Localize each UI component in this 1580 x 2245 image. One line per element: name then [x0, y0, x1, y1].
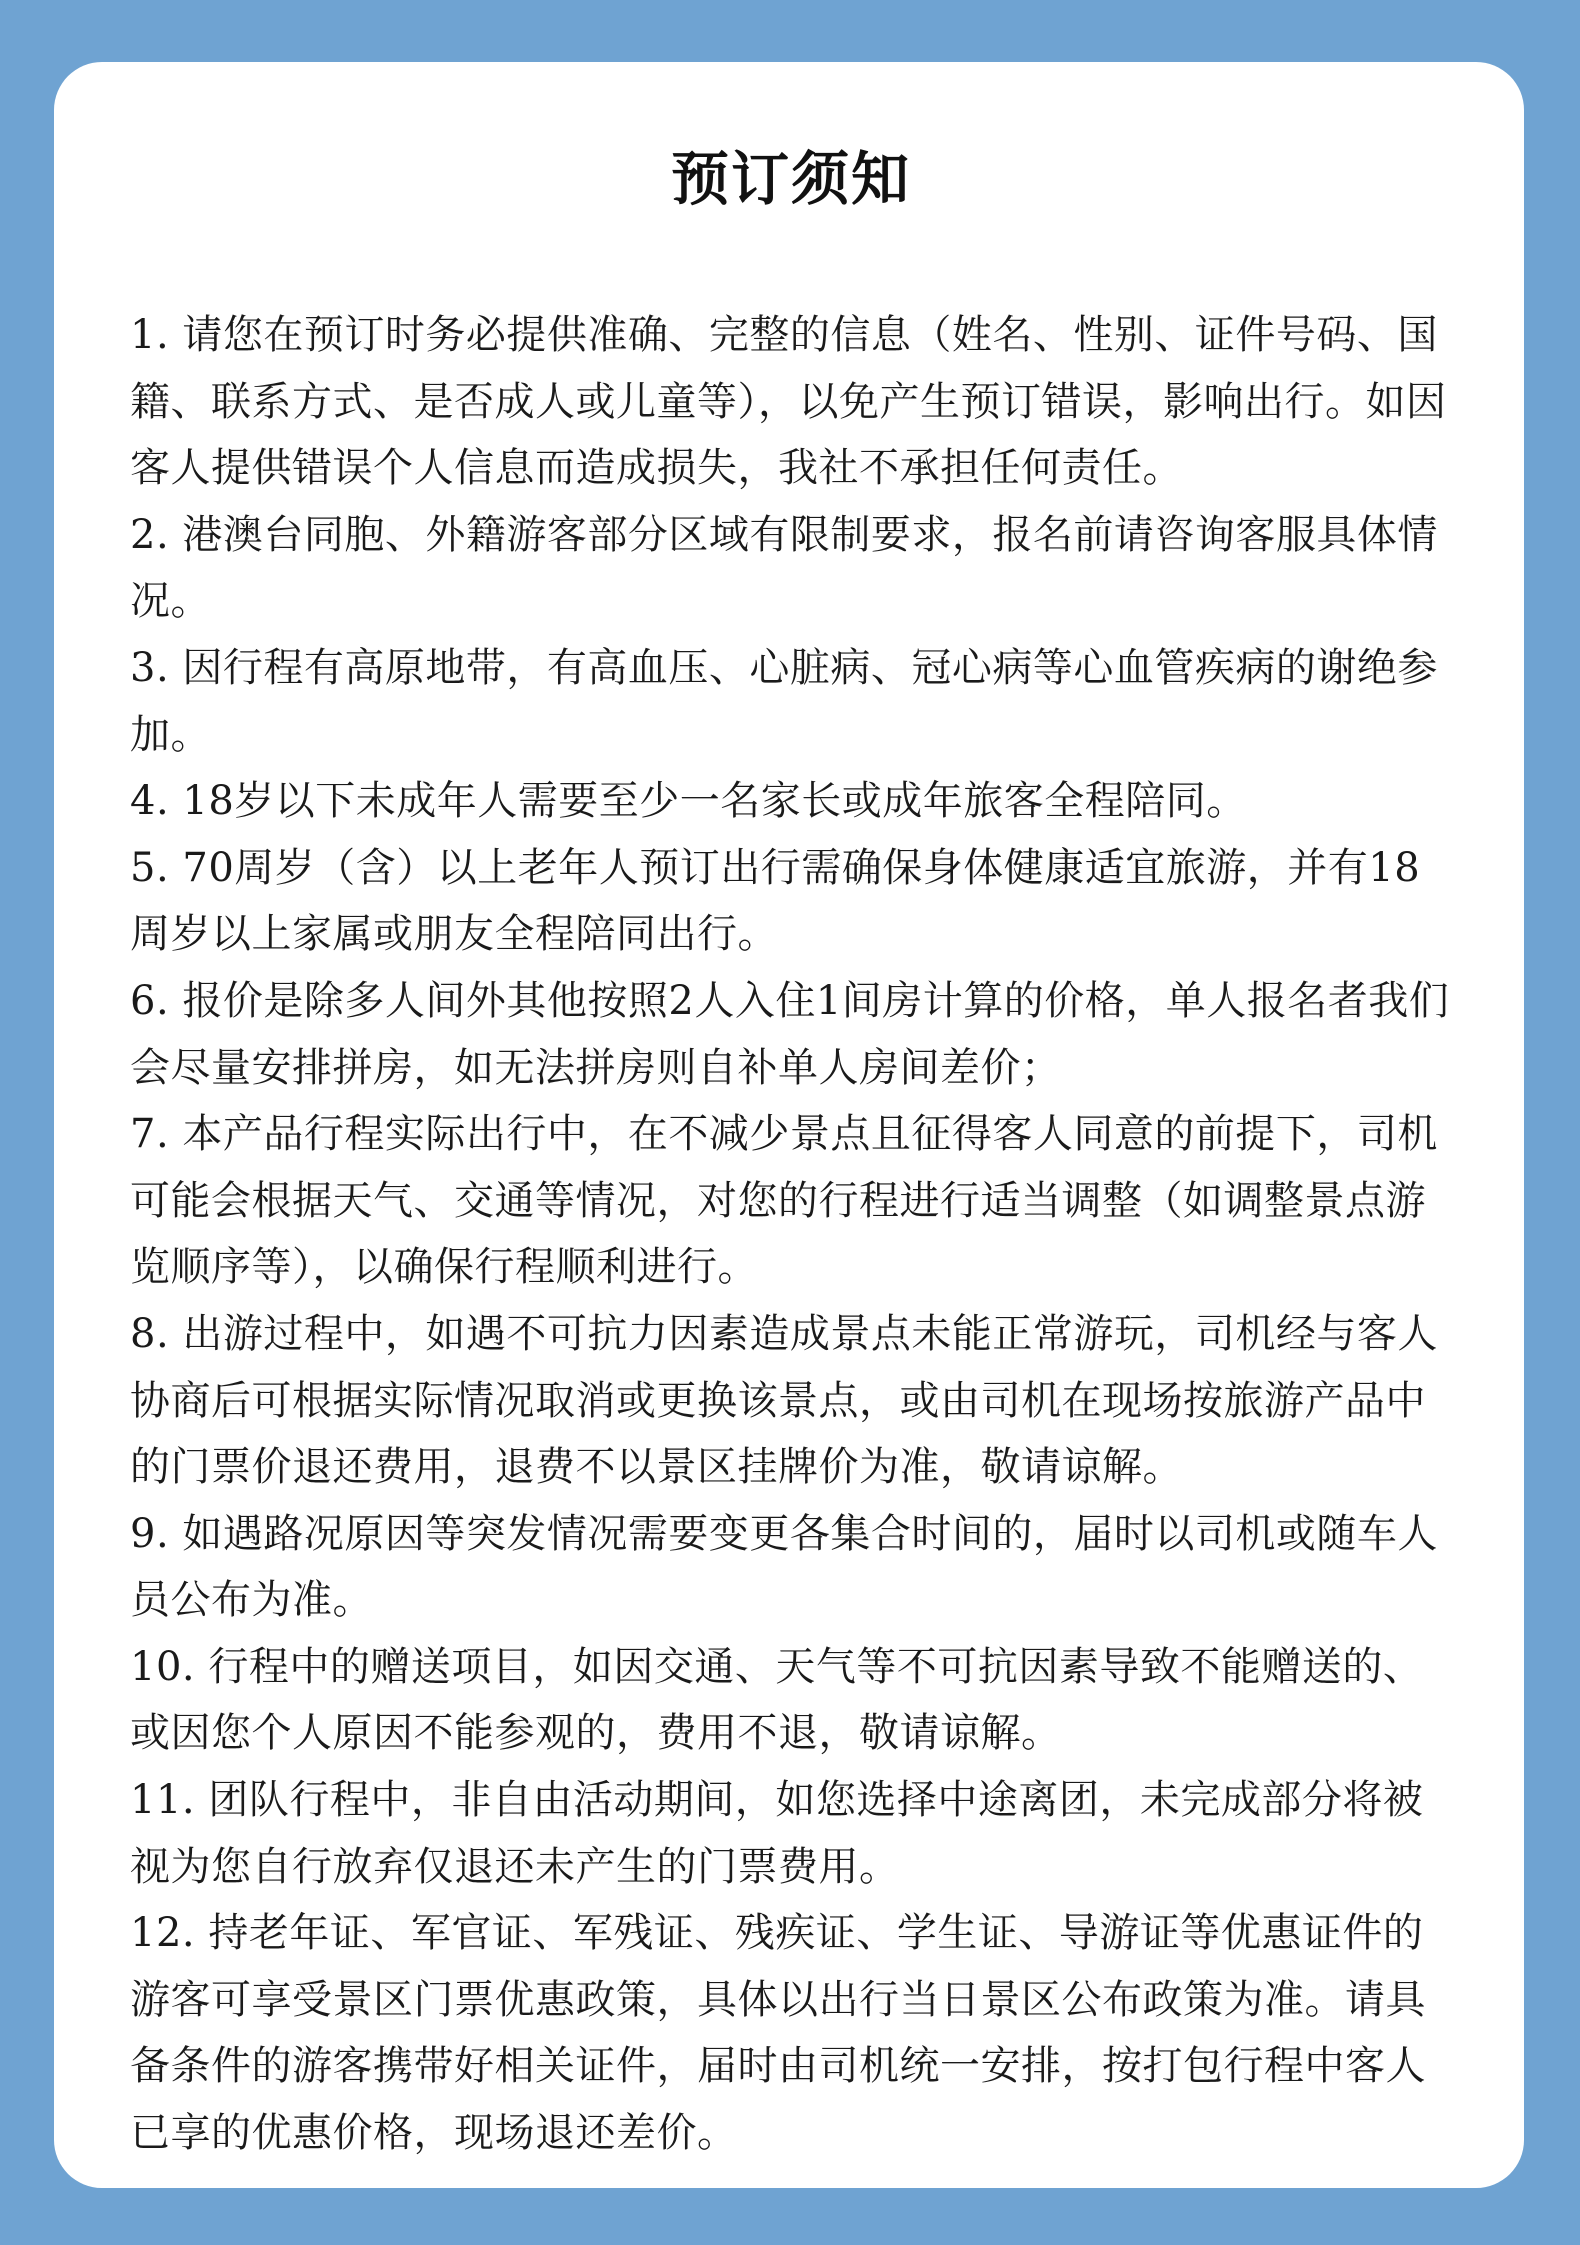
notice-item-1: 1. 请您在预订时务必提供准确、完整的信息（姓名、性别、证件号码、国籍、联系方式、是否成人或儿童等），以免产生预订错误，影响出行。如因客人提供错误个人信息而造成损失，我社不承担任何责任。: [130, 312, 1447, 492]
notice-item-11: 11. 团队行程中，非自由活动期间，如您选择中途离团，未完成部分将被视为您自行放弃仅退还未产生的门票费用。: [130, 1777, 1424, 1890]
notice-item-10: 10. 行程中的赠送项目，如因交通、天气等不可抗因素导致不能赠送的、或因您个人原因不能参观的，费用不退，敬请谅解。: [130, 1643, 1424, 1757]
notice-item-8: 8. 出游过程中，如遇不可抗力因素造成景点未能正常游玩，司机经与客人协商后可根据实际情况取消或更换该景点，或由司机在现场按旅游产品中的门票价退还费用，退费不以景区挂牌价为准，敬请谅解。: [130, 1310, 1438, 1491]
notice-item-12: 12. 持老年证、军官证、军残证、残疾证、学生证、导游证等优惠证件的游客可享受景区门票优惠政策，具体以出行当日景区公布政策为准。请具备条件的游客携带好相关证件，届时由司机统一安排，按打包行程中客人已享的优惠价格，现场退还差价。: [130, 1910, 1426, 2157]
notice-item-9: 9. 如遇路况原因等突发情况需要变更各集合时间的，届时以司机或随车人员公布为准。: [130, 1510, 1438, 1624]
notice-item-4: 4. 18岁以下未成年人需要至少一名家长或成年旅客全程陪同。: [130, 778, 1247, 825]
notice-item-3: 3. 因行程有高原地带，有高血压、心脏病、冠心病等心血管疾病的谢绝参加。: [130, 644, 1438, 758]
notice-item-6: 6. 报价是除多人间外其他按照2人入住1间房计算的价格，单人报名者我们会尽量安排拼房，如无法拼房则自补单人房间差价；: [130, 977, 1450, 1091]
notice-item-2: 2. 港澳台同胞、外籍游客部分区域有限制要求，报名前请咨询客服具体情况。: [130, 511, 1438, 625]
notice-item-7: 7. 本产品行程实际出行中，在不减少景点且征得客人同意的前提下，司机可能会根据天气、交通等情况，对您的行程进行适当调整（如调整景点游览顺序等），以确保行程顺利进行。: [130, 1111, 1438, 1291]
notice-card: [54, 62, 1524, 2188]
page-title: 预订须知: [670, 145, 911, 213]
notice-list: [130, 302, 1452, 2167]
notice-item-5: 5. 70周岁（含）以上老年人预订出行需确保身体健康适宜旅游，并有18周岁以上家属或朋友全程陪同出行。: [130, 844, 1421, 958]
